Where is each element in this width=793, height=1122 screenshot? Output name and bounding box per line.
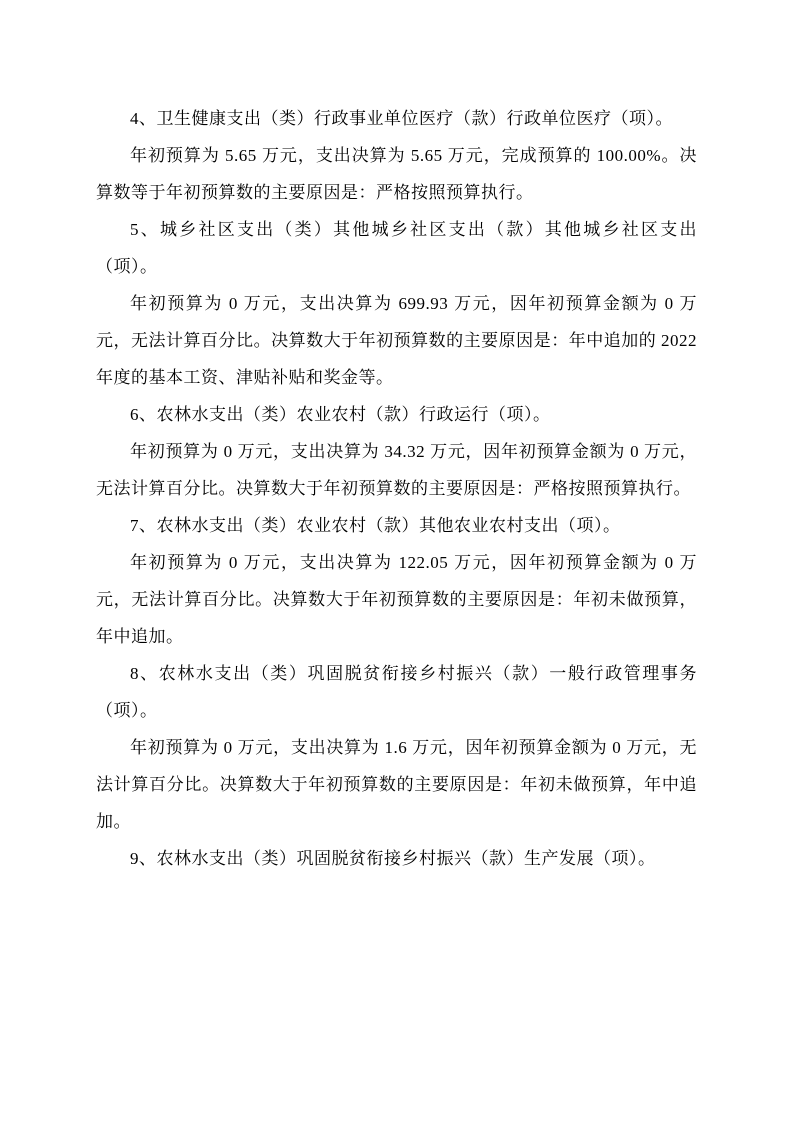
paragraph-item-5-heading: 5、城乡社区支出（类）其他城乡社区支出（款）其他城乡社区支出（项）。 [96, 220, 697, 276]
paragraph-item-8-heading: 8、农林水支出（类）巩固脱贫衔接乡村振兴（款）一般行政管理事务（项）。 [96, 664, 697, 720]
paragraph-item-6-heading: 6、农林水支出（类）农业农村（款）行政运行（项）。 [130, 405, 551, 424]
paragraph-item-7-heading: 7、农林水支出（类）农业农村（款）其他农业农村支出（项）。 [130, 516, 621, 535]
paragraph-item-7-detail: 年初预算为 0 万元，支出决算为 122.05 万元，因年初预算金额为 0 万元，无法计算百分比。决算数大于年初预算数的主要原因是：年初未做预算，年中追加。 [96, 553, 697, 646]
paragraph-item-4-heading: 4、卫生健康支出（类）行政事业单位医疗（款）行政单位医疗（项）。 [130, 109, 673, 128]
paragraph-item-4-detail: 年初预算为 5.65 万元，支出决算为 5.65 万元，完成预算的 100.00%。决算数等于年初预算数的主要原因是：严格按照预算执行。 [96, 146, 697, 202]
paragraph-item-8-detail: 年初预算为 0 万元，支出决算为 1.6 万元，因年初预算金额为 0 万元，无法计算百分比。决算数大于年初预算数的主要原因是：年初未做预算，年中追加。 [96, 738, 697, 831]
document-body [96, 100, 697, 877]
paragraph-item-6-detail: 年初预算为 0 万元，支出决算为 34.32 万元，因年初预算金额为 0 万元，无法计算百分比。决算数大于年初预算数的主要原因是：严格按照预算执行。 [96, 442, 697, 498]
paragraph-item-9-heading: 9、农林水支出（类）巩固脱贫衔接乡村振兴（款）生产发展（项）。 [130, 849, 656, 868]
paragraph-item-5-detail: 年初预算为 0 万元，支出决算为 699.93 万元，因年初预算金额为 0 万元，无法计算百分比。决算数大于年初预算数的主要原因是：年中追加的 2022 年度的基本工资、津贴补贴和奖金等。 [96, 294, 697, 387]
